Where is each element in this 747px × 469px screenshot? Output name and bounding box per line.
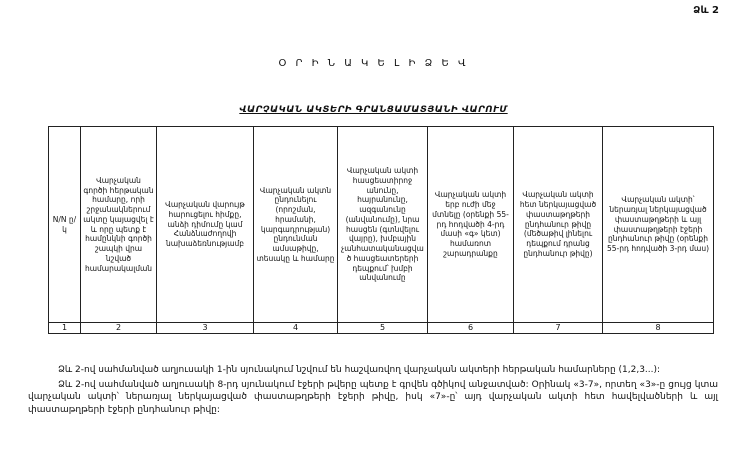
column-number: 8 [603,323,714,334]
header-cell-adoption-date: Վարչական ակտն ընդունելու (որոշման, հրամանի, կարգադրության) ընդունման ամսաթիվը, տեսակը և համարը [254,127,338,323]
document-title: Օ Ր Ի Ն Ա Կ Ե Լ Ի Ձ Ե Վ [278,58,469,69]
table-header-row [49,127,714,323]
header-cell-case-number: Վարչական գործի հերթական համարը, որի շրջանակներում ակտը կայացվել է և որը պետք է համընկնի գործի շապկի վրա նշված համարակալման [81,127,157,323]
note-paragraph: Ձև 2-ով սահմանված աղյուսակի 1-ին սյունակում նշվում են հաշվառվող վարչական ակտերի հերթական համարները (1,2,3...): [58,365,661,375]
note-paragraph: Ձև 2-ով սահմանված աղյուսակի 8-րդ սյունակում էջերի թվերը պետք է գրվեն գծիկով անջատված: Օրինակ «3-7», որտեղ «3»-ը ցույց կտա վարչական ակտի՝ ներառյալ ներկայացված փաստաթղթերի էջերի թիվը, իսկ «7»-ը՝ այդ վարչական ակտի հետ հավելվածների և այլ փաստաթղթերի էջերի ընդհանուր թիվը: [28,379,718,415]
column-number: 5 [338,323,428,334]
header-cell-page-count: Վարչական ակտի՝ ներառյալ ներկայացված փաստաթղթերի և այլ փաստաթղթերի էջերի ընդհանուր թիվը (օրենքի 55-րդ հոդվածի 3-րդ մաս) [603,127,714,323]
header-cell-number: N/N ը/կ [49,127,81,323]
column-number: 4 [254,323,338,334]
column-number: 1 [49,323,81,334]
header-cell-document-count: Վարչական ակտի հետ ներկայացված փաստաթղթերի ընդհանուր թիվը (մեծաթիվ լինելու դեպքում դրանց ընդհանուր թիվը) [514,127,603,323]
header-cell-summary: Վարչական ակտի երբ ուժի մեջ մտնելը (օրենքի 55-րդ հոդվածի 4-րդ մասի «գ» կետ) համառոտ շարադրանքը [428,127,514,323]
register-table [48,126,714,334]
table-title: ՎԱՐՉԱԿԱՆ ԱԿՏԵՐԻ ԳՐԱՆՑԱՄԱՏՅԱՆԻ ՎԱՐՈՒՄ [239,105,508,115]
notes-section [28,364,718,418]
header-cell-initiation-basis: Վարչական վարույթ հարուցելու հիմքը, անձի դիմումը կամ Հանձնաժողովի նախաձեռնությամբ [157,127,254,323]
form-number: Ձև 2 [693,5,719,16]
header-cell-addressee: Վարչական ակտի հասցեատիրոջ անունը, հայրանունը, ազգանունը (անվանումը), նրա հասցեն (գտնվելու վայրը), խմբային չանհատականացված հասցեատերերի դեպքում՝ խմբի անվանումը [338,127,428,323]
column-number-row [49,323,714,334]
column-number: 3 [157,323,254,334]
column-number: 2 [81,323,157,334]
column-number: 6 [428,323,514,334]
column-number: 7 [514,323,603,334]
